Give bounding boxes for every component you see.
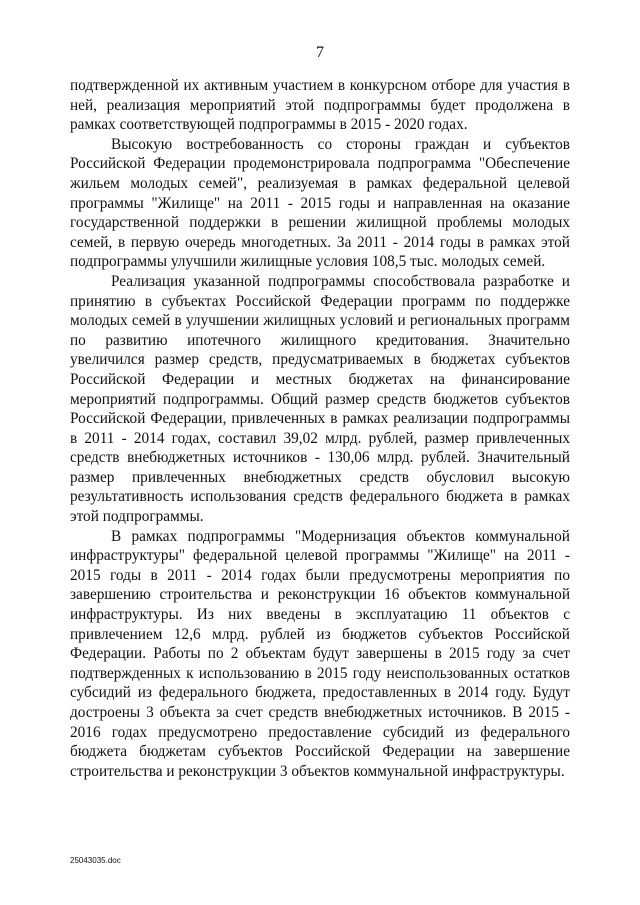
paragraph-continuation: подтвержденной их активным участием в конкурсном отборе для участия в ней, реализация мероприятий этой подпрограммы будет продолжена в рамках соответствующей подпрограммы в 2015 - 2020 годах.	[70, 77, 570, 134]
paragraph-communal-infrastructure: В рамках подпрограммы "Модернизация объектов коммунальной инфраструктуры" федеральной целевой программы "Жилище" на 2011 - 2015 годы в 2011 - 2014 годах были предусмотрены мероприятия по завершению строительства и реконструкции 16 объектов коммунальной инфраструктуры. Из них введены в эксплуатацию 11 объектов с привлечением 12,6 млрд. рублей из бюджетов субъектов Российской Федерации. Работы по 2 объектам будут завершены в 2015 году за счет подтвержденных к использованию в 2015 году неиспользованных остатков субсидий из федерального бюджета, предоставленных в 2014 году. Будут достроены 3 объекта за счет средств внебюджетных источников. В 2015 - 2016 годах предусмотрено предоставление субсидий из федерального бюджета бюджетам субъектов Российской Федерации на завершение строительства и реконструкции 3 объектов коммунальной инфраструктуры.	[70, 527, 570, 780]
document-body	[70, 76, 570, 781]
document-filename-footer: 25043035.doc	[70, 856, 121, 865]
page-number: 7	[316, 44, 324, 61]
paragraph-subprogram-results: Реализация указанной подпрограммы способствовала разработке и принятию в субъектах Российской Федерации программ по поддержке молодых семей в улучшении жилищных условий и региональных программ по развитию ипотечного жилищного кредитования. Значительно увеличился размер средств, предусматриваемых в бюджетах субъектов Российской Федерации и местных бюджетах на финансирование мероприятий подпрограммы. Общий размер средств бюджетов субъектов Российской Федерации, привлеченных в рамках реализации подпрограммы в 2011 - 2014 годах, составил 39,02 млрд. рублей, размер привлеченных средств внебюджетных источников - 130,06 млрд. рублей. Значительный размер привлеченных внебюджетных средств обусловил высокую результативность использования средств федерального бюджета в рамках этой подпрограммы.	[70, 272, 570, 526]
paragraph-young-families-subprogram: Высокую востребованность со стороны граждан и субъектов Российской Федерации продемонстрировала подпрограмма "Обеспечение жильем молодых семей", реализуемая в рамках федеральной целевой программы "Жилище" на 2011 - 2015 годы и направленная на оказание государственной поддержки в решении жилищной проблемы молодых семей, в первую очередь многодетных. За 2011 - 2014 годы в рамках этой подпрограммы улучшили жилищные условия 108,5 тыс. молодых семей.	[70, 135, 570, 271]
